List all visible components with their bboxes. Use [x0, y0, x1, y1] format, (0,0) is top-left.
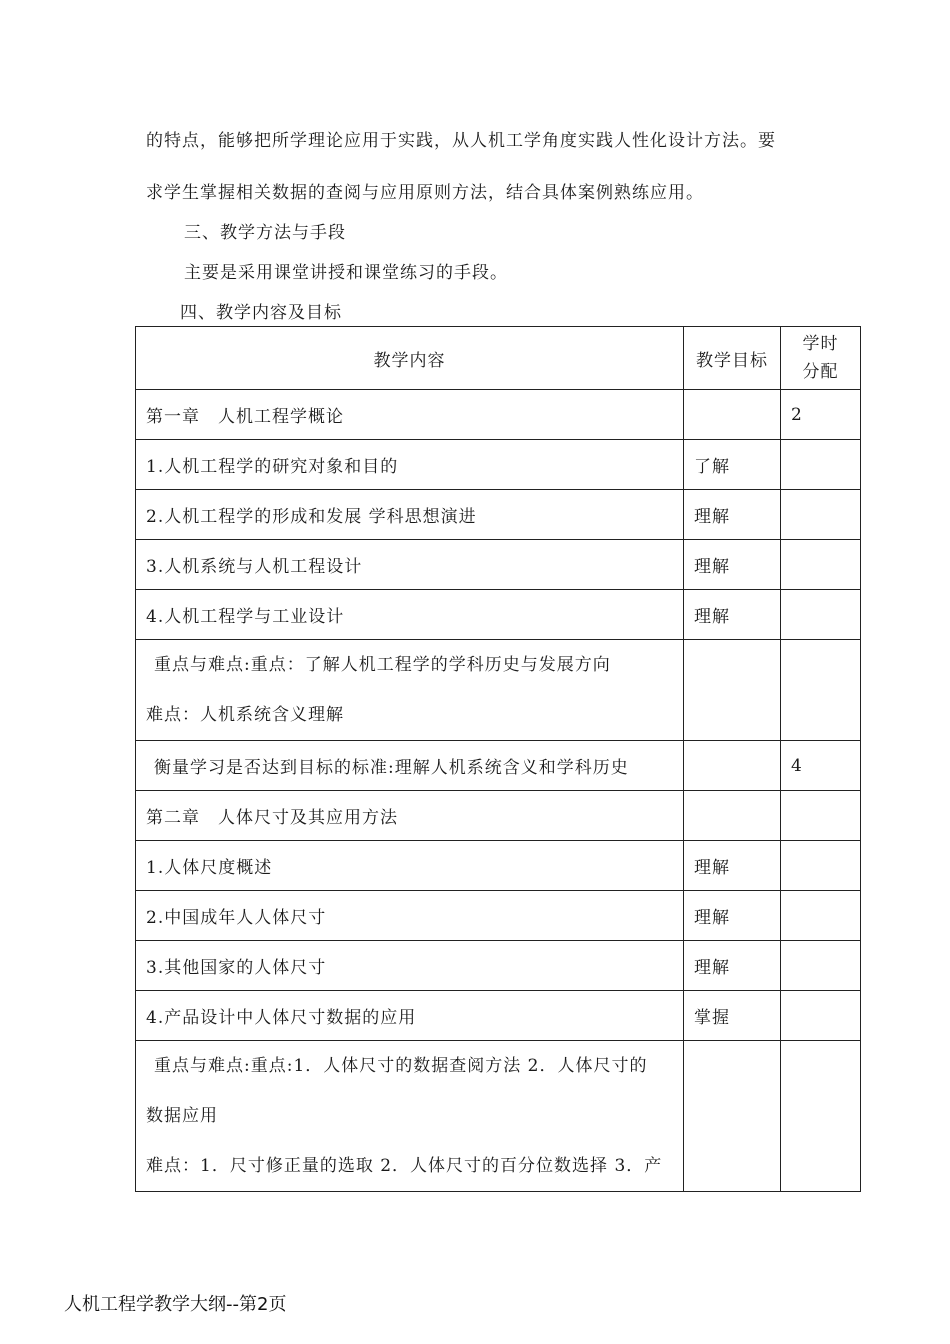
table-row — [136, 841, 861, 891]
cell-goal: 了解 — [684, 440, 781, 490]
key-points-line-2: 难点：人机系统含义理解 — [146, 705, 344, 725]
cell-content: 4.产品设计中人体尺寸数据的应用 — [136, 991, 684, 1041]
cell-goal: 理解 — [684, 490, 781, 540]
cell-goal — [684, 791, 781, 841]
table-row — [136, 791, 861, 841]
key-points-line-3: 难点：1．尺寸修正量的选取 2．人体尺寸的百分位数选择 3．产 — [146, 1156, 663, 1176]
table-row — [136, 640, 861, 741]
table-row — [136, 540, 861, 590]
cell-hours — [781, 640, 861, 741]
cell-hours: 2 — [781, 390, 861, 440]
cell-key-points — [136, 1041, 684, 1192]
cell-goal: 掌握 — [684, 991, 781, 1041]
cell-content: 第一章 人机工程学概论 — [136, 390, 684, 440]
section-4-title: 四、教学内容及目标 — [180, 303, 342, 323]
cell-hours — [781, 540, 861, 590]
section-3-title: 三、教学方法与手段 — [184, 223, 346, 243]
key-points-line-1: 重点与难点:重点：了解人机工程学的学科历史与发展方向 — [154, 655, 611, 675]
syllabus-table — [135, 326, 861, 1192]
cell-hours — [781, 590, 861, 640]
cell-goal — [684, 1041, 781, 1192]
paragraph-line-1: 的特点，能够把所学理论应用于实践，从人机工学角度实践人性化设计方法。要 — [146, 131, 776, 151]
cell-content: 1.人体尺度概述 — [136, 841, 684, 891]
cell-content: 2.中国成年人人体尺寸 — [136, 891, 684, 941]
header-hours-line2: 分配 — [802, 362, 839, 382]
cell-content: 第二章 人体尺寸及其应用方法 — [136, 791, 684, 841]
table-row — [136, 590, 861, 640]
cell-goal — [684, 741, 781, 791]
cell-content: 2.人机工程学的形成和发展 学科思想演进 — [136, 490, 684, 540]
table-row — [136, 741, 861, 791]
cell-goal: 理解 — [684, 941, 781, 991]
paragraph-line-2: 求学生掌握相关数据的查阅与应用原则方法，结合具体案例熟练应用。 — [146, 183, 704, 203]
table-row — [136, 891, 861, 941]
cell-hours — [781, 490, 861, 540]
header-hours — [781, 327, 861, 390]
cell-hours — [781, 941, 861, 991]
cell-content: 1.人机工程学的研究对象和目的 — [136, 440, 684, 490]
cell-goal: 理解 — [684, 891, 781, 941]
table-header-row — [136, 327, 861, 390]
header-content: 教学内容 — [136, 327, 684, 390]
table-row — [136, 390, 861, 440]
cell-goal: 理解 — [684, 540, 781, 590]
cell-goal — [684, 640, 781, 741]
cell-hours: 4 — [781, 741, 861, 791]
table-row — [136, 941, 861, 991]
cell-hours — [781, 841, 861, 891]
cell-hours — [781, 991, 861, 1041]
cell-content: 3.人机系统与人机工程设计 — [136, 540, 684, 590]
section-3-body: 主要是采用课堂讲授和课堂练习的手段。 — [184, 263, 508, 283]
cell-hours — [781, 891, 861, 941]
cell-content: 4.人机工程学与工业设计 — [136, 590, 684, 640]
cell-content — [136, 741, 684, 791]
header-goal: 教学目标 — [684, 327, 781, 390]
key-points-line-1: 重点与难点:重点:1．人体尺寸的数据查阅方法 2．人体尺寸的 — [154, 1056, 648, 1076]
page-footer: 人机工程学教学大纲--第2页 — [64, 1294, 287, 1315]
cell-key-points — [136, 640, 684, 741]
cell-goal — [684, 390, 781, 440]
key-points-line-2: 数据应用 — [146, 1106, 218, 1126]
table-row — [136, 440, 861, 490]
criteria-text: 衡量学习是否达到目标的标准:理解人机系统含义和学科历史 — [154, 758, 629, 778]
cell-hours — [781, 791, 861, 841]
table-row — [136, 490, 861, 540]
cell-hours — [781, 1041, 861, 1192]
table-row — [136, 1041, 861, 1192]
cell-content: 3.其他国家的人体尺寸 — [136, 941, 684, 991]
table-row — [136, 991, 861, 1041]
cell-goal: 理解 — [684, 590, 781, 640]
cell-goal: 理解 — [684, 841, 781, 891]
header-hours-line1: 学时 — [802, 334, 839, 354]
cell-hours — [781, 440, 861, 490]
